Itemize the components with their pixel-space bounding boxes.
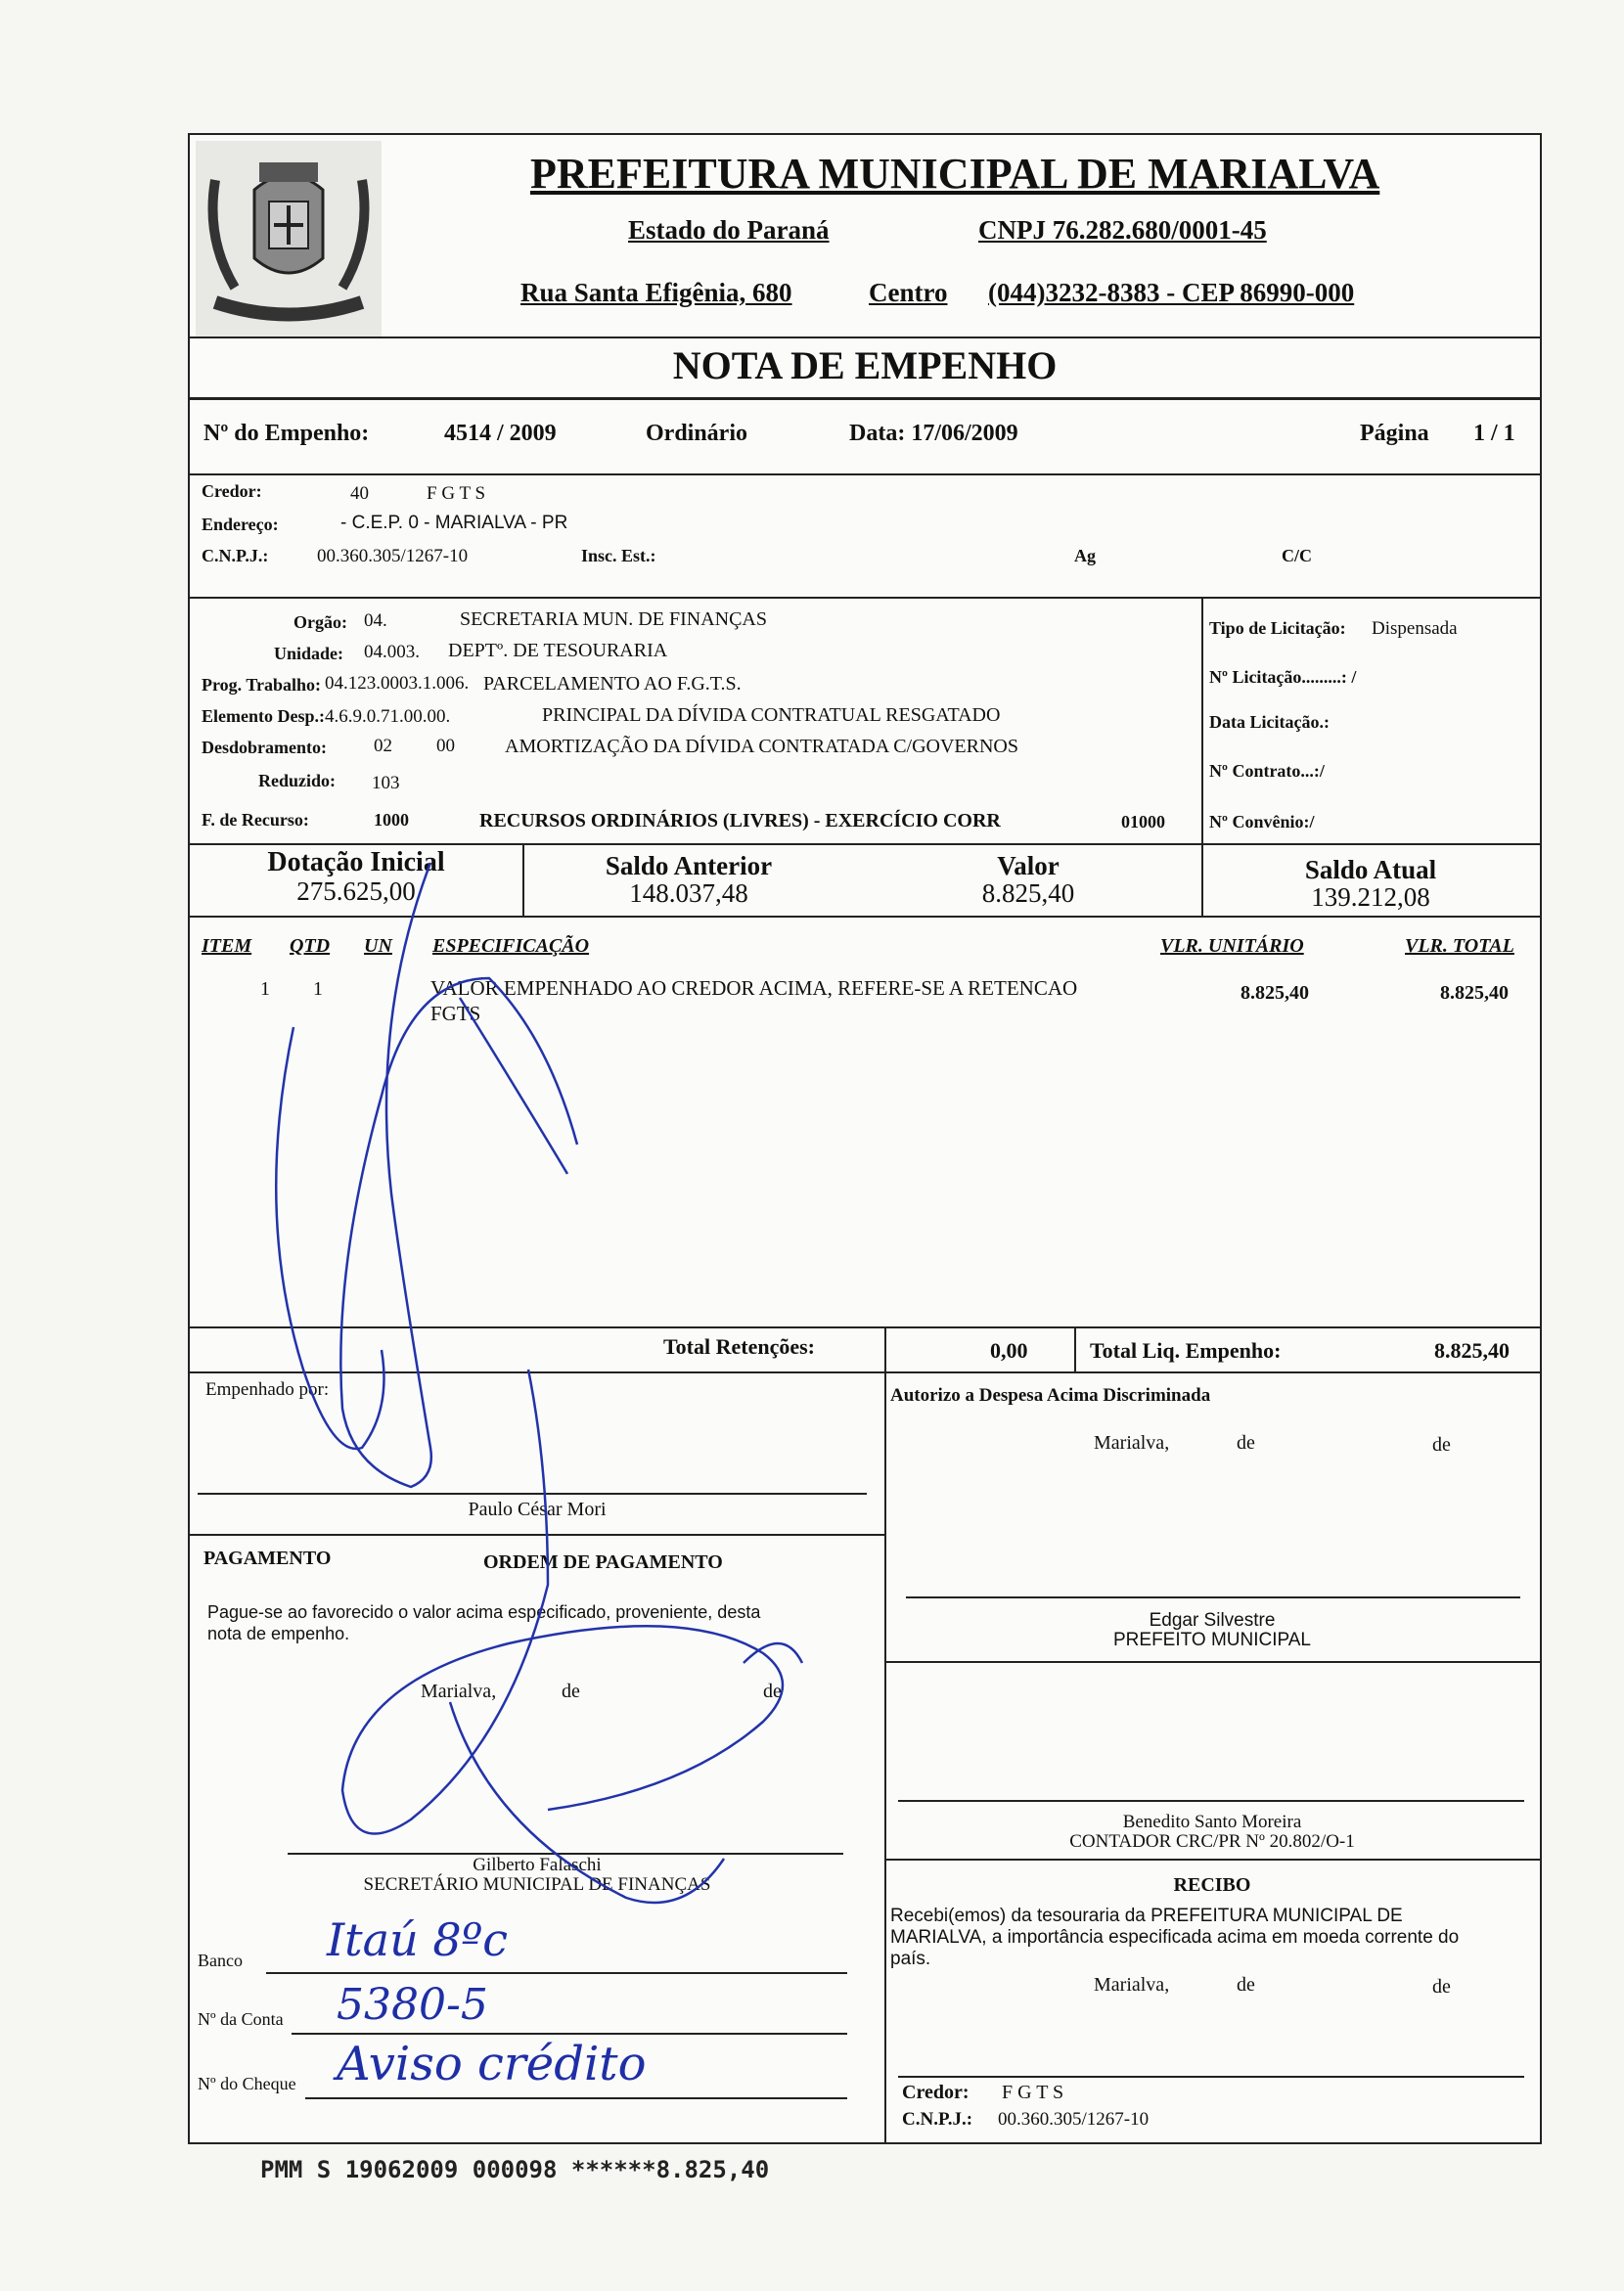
- total-retencoes-label: Total Retenções:: [663, 1334, 815, 1359]
- dotacao-value: 275.625,00: [296, 876, 416, 906]
- saldo-atual-value: 139.212,08: [1311, 882, 1430, 912]
- insc-label: Insc. Est.:: [581, 546, 656, 565]
- secretario-title: SECRETÁRIO MUNICIPAL DE FINANÇAS: [363, 1874, 711, 1895]
- divider: [190, 597, 1540, 599]
- desd-code2: 00: [436, 736, 455, 756]
- empenho-number: 4514 / 2009: [444, 421, 557, 446]
- banco-value: Itaú 8ºc: [327, 1913, 508, 1966]
- conta-line: [292, 2033, 847, 2035]
- item-qtd: 1: [313, 978, 323, 1000]
- footer-stamp: PMM S 19062009 000098 ******8.825,40: [260, 2156, 770, 2183]
- empenhado-signature-line: [198, 1493, 867, 1495]
- contador-title: CONTADOR CRC/PR Nº 20.802/O-1: [1069, 1831, 1355, 1852]
- pagamento-text-line1: Pague-se ao favorecido o valor acima especificado, proveniente, desta: [207, 1602, 761, 1622]
- divider: [884, 1661, 1540, 1663]
- recibo-cnpj-label: C.N.P.J.:: [902, 2109, 973, 2130]
- recibo-text-line1: Recebi(emos) da tesouraria da PREFEITURA MUNICIPAL DE: [890, 1906, 1403, 1926]
- valor-value: 8.825,40: [981, 878, 1075, 908]
- header-title: PREFEITURA MUNICIPAL DE MARIALVA: [530, 150, 1380, 198]
- recurso-label: F. de Recurso:: [202, 810, 309, 830]
- licitacao-data: Data Licitação.:: [1209, 712, 1330, 732]
- ordem-pagamento: ORDEM DE PAGAMENTO: [483, 1551, 723, 1573]
- divider: [190, 397, 1540, 400]
- recibo-credor-label: Credor:: [902, 2082, 970, 2103]
- pagamento-city: Marialva,: [421, 1681, 497, 1702]
- divider: [884, 1371, 886, 2142]
- empenho-number-label: Nº do Empenho:: [203, 421, 370, 446]
- conta-value: 5380-5: [337, 1980, 488, 2030]
- divider: [190, 1371, 1540, 1373]
- total-retencoes-value: 0,00: [990, 1338, 1028, 1363]
- doc-title: NOTA DE EMPENHO: [672, 343, 1058, 387]
- saldo-anterior-value: 148.037,48: [629, 878, 748, 908]
- recibo-de2: de: [1432, 1976, 1451, 1998]
- orgao-label: Orgão:: [293, 612, 347, 632]
- autorizo-city: Marialva,: [1094, 1432, 1170, 1454]
- header-district: Centro: [869, 278, 948, 307]
- orgao-desc: SECRETARIA MUN. DE FINANÇAS: [460, 608, 767, 630]
- header-street: Rua Santa Efigênia, 680: [520, 278, 792, 307]
- cc-label: C/C: [1282, 546, 1312, 565]
- divider: [1201, 597, 1203, 843]
- elem-desc: PRINCIPAL DA DÍVIDA CONTRATUAL RESGATADO: [542, 704, 1001, 726]
- desd-desc: AMORTIZAÇÃO DA DÍVIDA CONTRATADA C/GOVERNOS: [505, 736, 1018, 757]
- page-label: Página: [1360, 421, 1429, 446]
- recurso-desc: RECURSOS ORDINÁRIOS (LIVRES) - EXERCÍCIO CORR: [479, 810, 1001, 831]
- unidade-code: 04.003.: [364, 642, 420, 662]
- total-liq-label: Total Liq. Empenho:: [1090, 1338, 1282, 1363]
- cheque-line: [305, 2097, 847, 2099]
- recurso-code: 1000: [374, 810, 409, 830]
- credor-label: Credor:: [202, 481, 262, 501]
- page-value: 1 / 1: [1473, 421, 1515, 446]
- prefeito-signature-line: [906, 1596, 1520, 1598]
- empenho-form: [188, 133, 1542, 2144]
- licitacao-tipo-value: Dispensada: [1372, 618, 1458, 639]
- credor-name: F G T S: [427, 483, 486, 504]
- endereco-value: - C.E.P. 0 - MARIALVA - PR: [340, 513, 568, 533]
- prefeito-title: PREFEITO MUNICIPAL: [1113, 1630, 1311, 1650]
- banco-line: [266, 1972, 847, 1974]
- col-especificacao: ESPECIFICAÇÃO: [432, 935, 590, 957]
- licitacao-num: Nº Licitação.........: /: [1209, 667, 1357, 687]
- contador-signature-line: [898, 1800, 1524, 1802]
- autorizo-de2: de: [1432, 1434, 1451, 1456]
- cheque-label: Nº do Cheque: [198, 2074, 296, 2093]
- item-number: 1: [260, 978, 270, 1000]
- contador-name: Benedito Santo Moreira: [1122, 1812, 1302, 1832]
- pagamento-de2: de: [763, 1681, 782, 1702]
- empenho-date: Data: 17/06/2009: [849, 421, 1018, 446]
- item-total-value: 8.825,40: [1440, 982, 1509, 1004]
- elem-label: Elemento Desp.:: [202, 706, 325, 726]
- total-liq-value: 8.825,40: [1434, 1338, 1510, 1363]
- elem-code: 4.6.9.0.71.00.00.: [325, 706, 451, 727]
- saldo-anterior-label: Saldo Anterior: [605, 851, 773, 880]
- divider: [190, 1326, 1540, 1328]
- orgao-code: 04.: [364, 610, 387, 631]
- recurso-code2: 01000: [1121, 812, 1165, 831]
- dotacao-label: Dotação Inicial: [267, 847, 445, 877]
- recibo-city: Marialva,: [1094, 1974, 1170, 1996]
- col-un: UN: [364, 935, 392, 957]
- secretario-name: Gilberto Falaschi: [473, 1855, 602, 1875]
- divider: [190, 473, 1540, 475]
- prog-desc: PARCELAMENTO AO F.G.T.S.: [483, 673, 742, 695]
- reduzido-value: 103: [372, 773, 400, 793]
- empenhado-name: Paulo César Mori: [468, 1499, 607, 1520]
- col-vlr-unitario: VLR. UNITÁRIO: [1160, 935, 1304, 957]
- cnpj-value: 00.360.305/1267-10: [317, 546, 469, 566]
- divider: [190, 1534, 884, 1536]
- desd-label: Desdobramento:: [202, 738, 327, 757]
- municipal-coat-of-arms-icon: [196, 141, 382, 337]
- autorizo-de1: de: [1237, 1432, 1255, 1454]
- recibo-text-line2: MARIALVA, a importância especificada acima em moeda corrente do: [890, 1927, 1460, 1948]
- licitacao-contrato: Nº Contrato...:/: [1209, 761, 1325, 781]
- unidade-desc: DEPTº. DE TESOURARIA: [448, 640, 668, 661]
- cnpj-label: C.N.P.J.:: [202, 546, 269, 565]
- divider: [190, 916, 1540, 918]
- credor-code: 40: [350, 483, 369, 504]
- recibo-signature-line: [898, 2076, 1524, 2078]
- divider: [190, 337, 1540, 338]
- col-qtd: QTD: [290, 935, 331, 957]
- licitacao-tipo-label: Tipo de Licitação:: [1209, 618, 1346, 638]
- prog-label: Prog. Trabalho:: [202, 675, 322, 695]
- recibo-cnpj-value: 00.360.305/1267-10: [998, 2109, 1150, 2130]
- empenho-type: Ordinário: [646, 421, 748, 446]
- recibo-credor-value: F G T S: [1002, 2082, 1064, 2103]
- ag-label: Ag: [1074, 546, 1096, 565]
- divider: [190, 843, 1540, 845]
- col-vlr-total: VLR. TOTAL: [1405, 935, 1514, 957]
- valor-label: Valor: [997, 851, 1060, 880]
- header-cnpj: CNPJ 76.282.680/0001-45: [978, 215, 1267, 245]
- col-item: ITEM: [202, 935, 252, 957]
- unidade-label: Unidade:: [274, 644, 344, 663]
- recibo-text-line3: país.: [890, 1949, 931, 1969]
- autorizo-text: Autorizo a Despesa Acima Discriminada: [890, 1385, 1211, 1406]
- pagamento-text-line2: nota de empenho.: [207, 1624, 350, 1643]
- endereco-label: Endereço:: [202, 515, 279, 534]
- pagamento-de1: de: [562, 1681, 580, 1702]
- divider: [884, 1326, 886, 1371]
- divider: [884, 1859, 1540, 1861]
- saldo-atual-label: Saldo Atual: [1304, 855, 1437, 884]
- item-spec-line2: FGTS: [430, 1002, 481, 1025]
- reduzido-label: Reduzido:: [258, 771, 337, 790]
- cheque-value: Aviso crédito: [337, 2037, 647, 2091]
- desd-code1: 02: [374, 736, 392, 756]
- divider: [1074, 1326, 1076, 1371]
- prog-code: 04.123.0003.1.006.: [325, 673, 470, 694]
- header-state: Estado do Paraná: [628, 215, 830, 245]
- prefeito-name: Edgar Silvestre: [1149, 1610, 1276, 1631]
- item-unit-value: 8.825,40: [1241, 982, 1309, 1004]
- item-spec-line1: VALOR EMPENHADO AO CREDOR ACIMA, REFERE-SE A RETENCAO: [430, 976, 1078, 1000]
- empenhado-label: Empenhado por:: [205, 1379, 330, 1400]
- recibo-de1: de: [1237, 1974, 1255, 1996]
- recibo-title: RECIBO: [1173, 1874, 1251, 1896]
- pagamento-label: PAGAMENTO: [203, 1548, 332, 1569]
- banco-label: Banco: [198, 1951, 243, 1970]
- header-phone-cep: (044)3232-8383 - CEP 86990-000: [988, 278, 1355, 307]
- licitacao-convenio: Nº Convênio:/: [1209, 812, 1315, 831]
- conta-label: Nº da Conta: [198, 2009, 284, 2029]
